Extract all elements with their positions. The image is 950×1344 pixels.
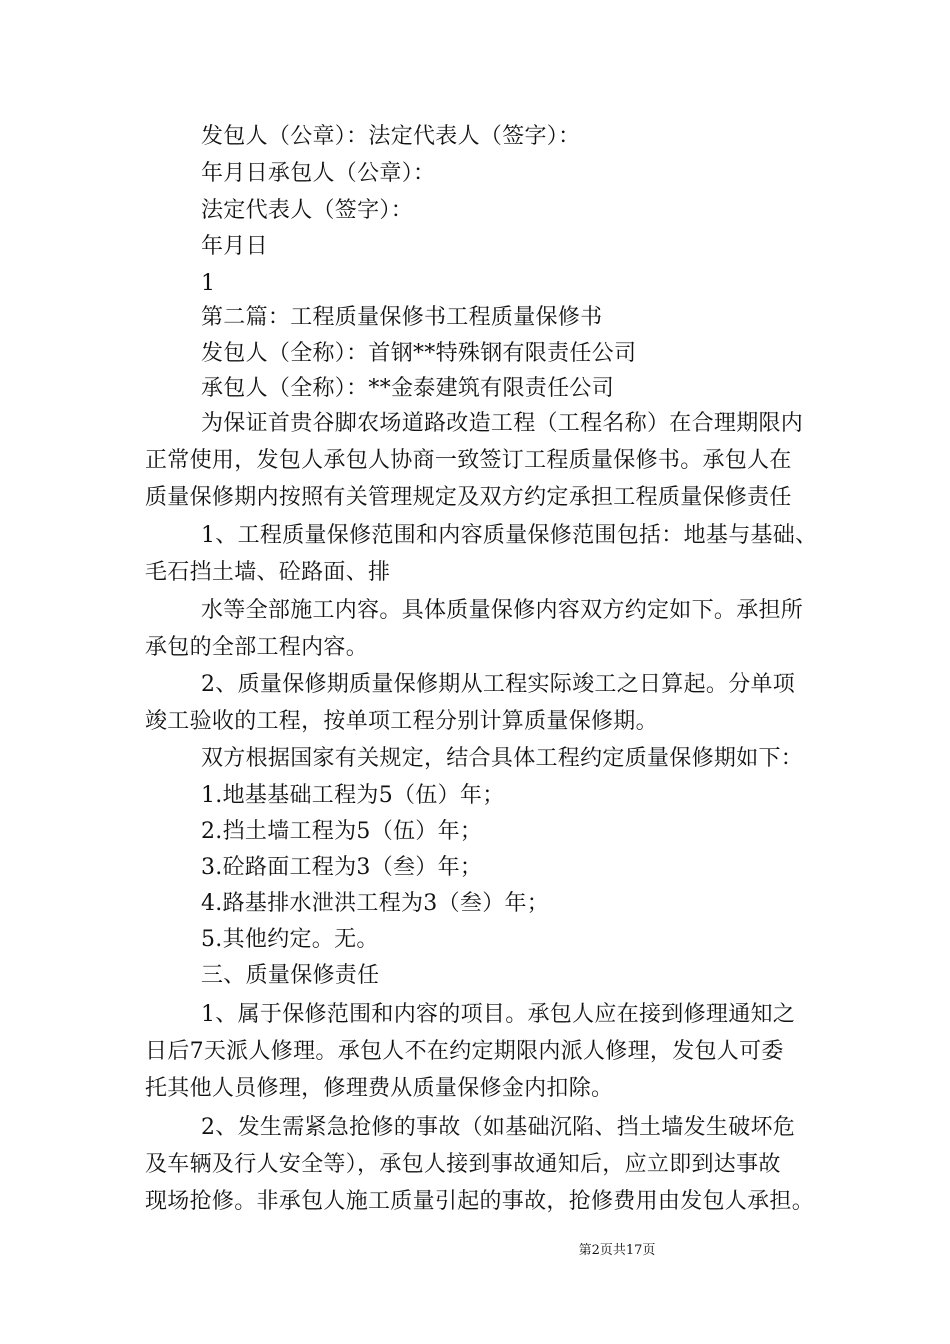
page-number-marker: 1: [201, 271, 216, 296]
page-footer: [0, 1242, 950, 1260]
text-line: 2、质量保修期质量保修期从工程实际竣工之日算起。分单项: [201, 672, 796, 697]
list-item: 2.挡土墙工程为5（伍）年；: [201, 819, 483, 844]
section-heading: 第二篇：工程质量保修书工程质量保修书: [201, 305, 603, 330]
text-line: 发包人（全称）：首钢**特殊钢有限责任公司: [201, 341, 637, 366]
section-heading: 三、质量保修责任: [201, 963, 380, 988]
text-line: 2、发生需紧急抢修的事故（如基础沉陷、挡土墙发生破坏危: [201, 1115, 796, 1140]
list-item: 1.地基基础工程为5（伍）年；: [201, 783, 505, 808]
text-line: 正常使用，发包人承包人协商一致签订工程质量保修书。承包人在: [145, 448, 792, 473]
text-line: 1、工程质量保修范围和内容质量保修范围包括：地基与基础、: [201, 523, 818, 548]
text-line: 承包的全部工程内容。: [145, 635, 369, 660]
page-count-label: 第2页共17页: [578, 1243, 656, 1258]
text-line: 毛石挡土墙、砼路面、排: [145, 560, 391, 585]
list-item: 5.其他约定。无。: [201, 927, 379, 952]
text-line: 日后7天派人修理。承包人不在约定期限内派人修理，发包人可委: [145, 1039, 784, 1064]
text-line: 承包人（全称）：**金泰建筑有限责任公司: [201, 376, 615, 401]
text-line: 双方根据国家有关规定，结合具体工程约定质量保修期如下：: [201, 746, 804, 771]
list-item: 3.砼路面工程为3（叁）年；: [201, 855, 483, 880]
text-line: 年月日: [201, 234, 268, 259]
text-line: 法定代表人（签字）：: [201, 198, 414, 223]
list-item: 4.路基排水泄洪工程为3（叁）年；: [201, 891, 550, 916]
text-line: 质量保修期内按照有关管理规定及双方约定承担工程质量保修责任: [145, 485, 792, 510]
text-line: 竣工验收的工程，按单项工程分别计算质量保修期。: [145, 709, 658, 734]
text-line: 托其他人员修理，修理费从质量保修金内扣除。: [145, 1076, 614, 1101]
text-line: 为保证首贵谷脚农场道路改造工程（工程名称）在合理期限内: [201, 411, 804, 436]
text-line: 发包人（公章）：法定代表人（签字）：: [201, 124, 581, 149]
text-line: 1、属于保修范围和内容的项目。承包人应在接到修理通知之: [201, 1002, 796, 1027]
text-line: 及车辆及行人安全等），承包人接到事故通知后，应立即到达事故: [145, 1152, 781, 1177]
text-line: 现场抢修。非承包人施工质量引起的事故，抢修费用由发包人承担。: [145, 1189, 815, 1214]
text-line: 水等全部施工内容。具体质量保修内容双方约定如下。承担所: [201, 598, 804, 623]
text-line: 年月日承包人（公章）：: [201, 161, 436, 186]
